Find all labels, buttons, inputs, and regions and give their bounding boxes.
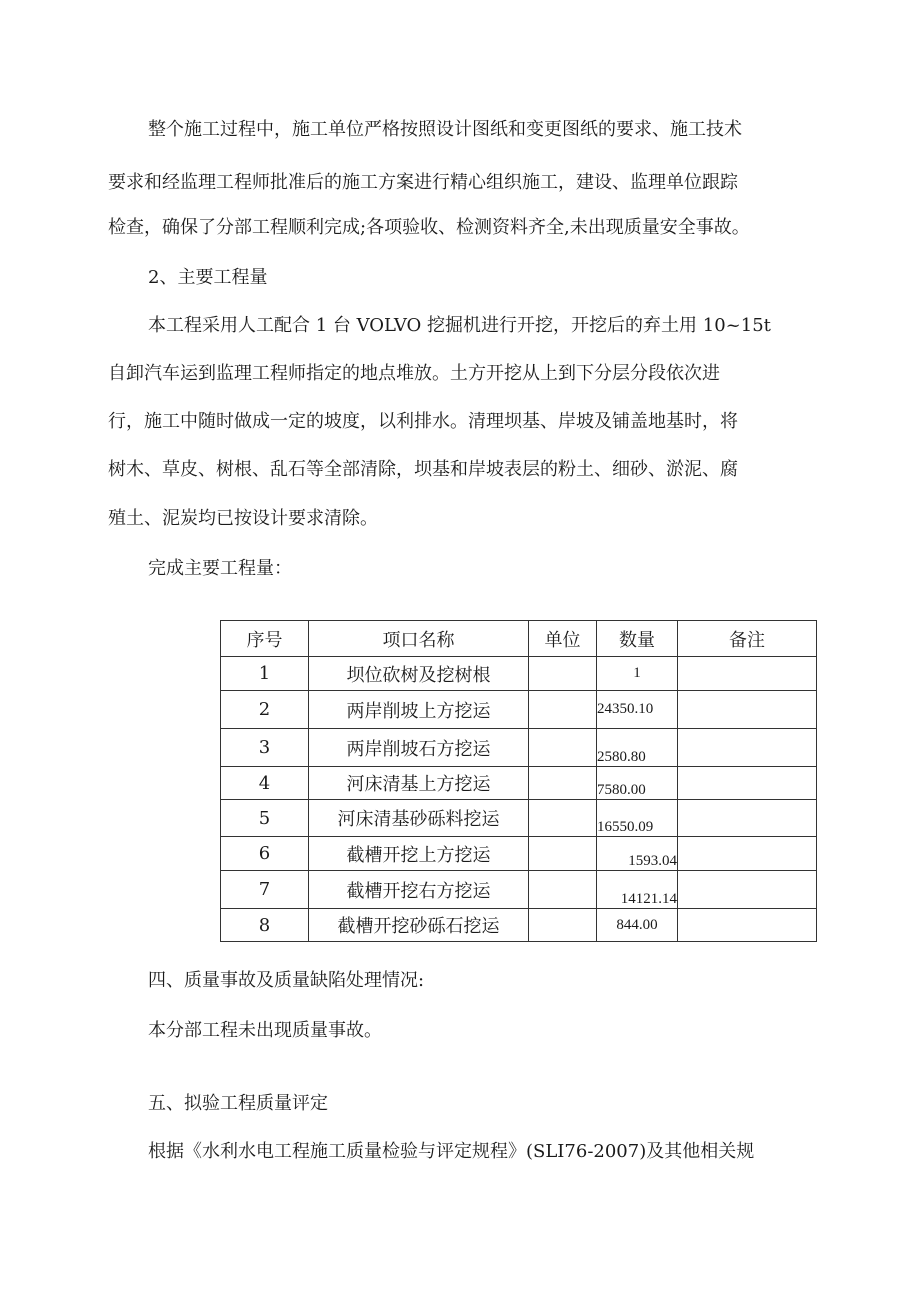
table-row <box>221 909 817 942</box>
paragraph-line: 行，施工中随时做成一定的坡度，以利排水。清理坝基、岸坡及铺盖地基时，将 <box>108 411 738 432</box>
row-name: 坝位砍树及挖树根 <box>309 657 529 691</box>
header-qty: 数量 <box>597 621 678 657</box>
table-row <box>221 657 817 691</box>
row-name: 截槽开挖上方挖运 <box>309 837 529 871</box>
paragraph-line: 自卸汽车运到监理工程师指定的地点堆放。土方开挖从上到下分层分段依次进 <box>108 363 720 384</box>
table-intro: 完成主要工程量： <box>148 558 292 579</box>
header-name: 项口名称 <box>309 621 529 657</box>
section-heading: 四、质量事故及质量缺陷处理情况: <box>148 970 425 991</box>
paragraph-line: 检查，确保了分部工程顺利完成;各项验收、检测资料齐全,未出现质量安全事故。 <box>108 217 750 238</box>
row-name: 两岸削坡上方挖运 <box>309 691 529 729</box>
row-name: 截槽开挖右方挖运 <box>309 871 529 909</box>
row-note <box>678 909 817 942</box>
quantity-table <box>220 620 817 942</box>
paragraph-line: 本分部工程未出现质量事故。 <box>148 1020 382 1041</box>
row-unit <box>529 767 597 800</box>
row-name: 截槽开挖砂砾石挖运 <box>309 909 529 942</box>
row-qty: 16550.09 <box>597 800 678 837</box>
paragraph-line: 本工程采用人工配合 1 台 VOLVO 挖掘机进行开挖，开挖后的弃土用 10~15t <box>148 315 771 336</box>
row-qty: 14121.14 <box>597 871 678 909</box>
row-no: 3 <box>221 729 309 767</box>
table-row <box>221 767 817 800</box>
section-heading: 五、拟验工程质量评定 <box>148 1093 328 1114</box>
row-no: 5 <box>221 800 309 837</box>
row-note <box>678 729 817 767</box>
table-row <box>221 729 817 767</box>
row-note <box>678 871 817 909</box>
row-unit <box>529 691 597 729</box>
row-unit <box>529 657 597 691</box>
row-unit <box>529 871 597 909</box>
row-no: 7 <box>221 871 309 909</box>
paragraph-line: 要求和经监理工程师批准后的施工方案进行精心组织施工，建设、监理单位跟踪 <box>108 172 738 193</box>
row-unit <box>529 837 597 871</box>
row-no: 6 <box>221 837 309 871</box>
row-unit <box>529 800 597 837</box>
paragraph-line: 整个施工过程中，施工单位严格按照设计图纸和变更图纸的要求、施工技术 <box>148 119 742 140</box>
paragraph-line: 殖土、泥炭均已按设计要求清除。 <box>108 508 378 529</box>
row-note <box>678 837 817 871</box>
row-qty: 7580.00 <box>597 767 678 800</box>
row-no: 4 <box>221 767 309 800</box>
paragraph-line: 根据《水利水电工程施工质量检验与评定规程》(SLI76-2007)及其他相关规 <box>148 1141 755 1162</box>
row-no: 8 <box>221 909 309 942</box>
row-unit <box>529 909 597 942</box>
row-qty: 1 <box>597 657 678 691</box>
table-row <box>221 871 817 909</box>
row-name: 河床清基上方挖运 <box>309 767 529 800</box>
table-row <box>221 691 817 729</box>
table-header-row <box>221 621 817 657</box>
row-qty: 2580.80 <box>597 729 678 767</box>
row-note <box>678 767 817 800</box>
row-name: 两岸削坡石方挖运 <box>309 729 529 767</box>
table-row <box>221 800 817 837</box>
row-qty: 24350.10 <box>597 691 678 729</box>
row-unit <box>529 729 597 767</box>
header-note: 备注 <box>678 621 817 657</box>
row-qty: 844.00 <box>597 909 678 942</box>
row-no: 2 <box>221 691 309 729</box>
paragraph-line: 树木、草皮、树根、乱石等全部清除，坝基和岸坡表层的粉土、细砂、淤泥、腐 <box>108 459 738 480</box>
row-note <box>678 800 817 837</box>
table-row <box>221 837 817 871</box>
section-heading: 2、主要工程量 <box>148 267 268 288</box>
row-note <box>678 657 817 691</box>
row-no: 1 <box>221 657 309 691</box>
row-name: 河床清基砂砾料挖运 <box>309 800 529 837</box>
header-unit: 单位 <box>529 621 597 657</box>
row-qty: 1593.04 <box>597 837 678 871</box>
header-no: 序号 <box>221 621 309 657</box>
row-note <box>678 691 817 729</box>
